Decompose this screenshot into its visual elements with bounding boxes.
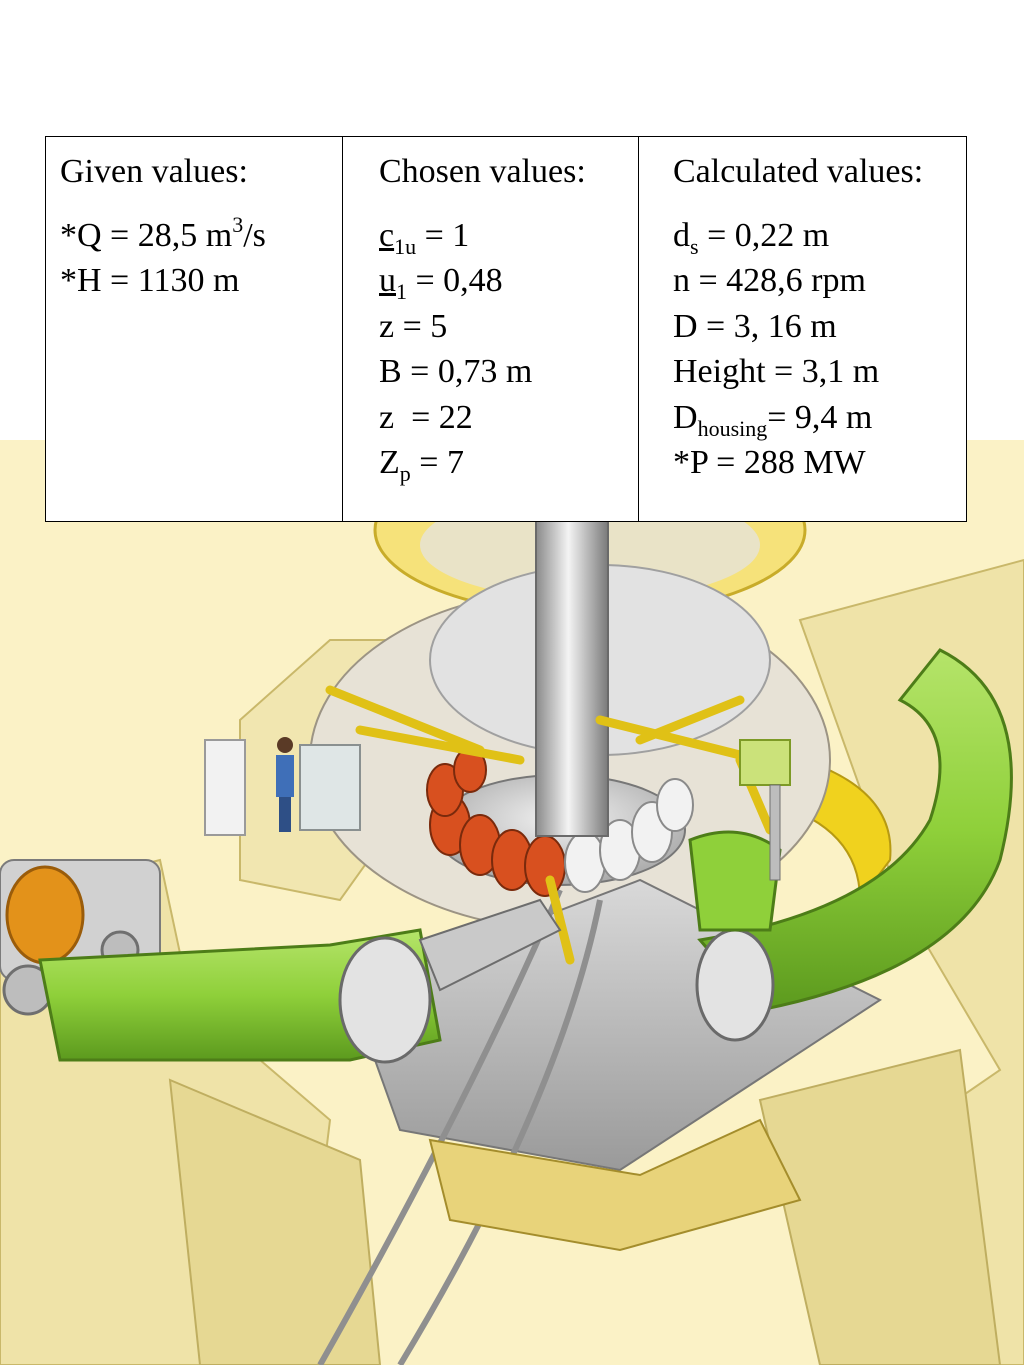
calc-d-line: D = 3, 16 m	[673, 307, 837, 345]
values-row	[46, 137, 967, 522]
calc-ds-value: = 0,22 m	[698, 216, 830, 254]
chosen-zp-symbol: Z	[379, 444, 400, 481]
chosen-u1-subscript: 1	[396, 279, 407, 304]
chosen-c1u-symbol: c	[379, 216, 395, 254]
chosen-z2-line: z = 22	[379, 398, 473, 436]
calc-n-line: n = 428,6 rpm	[673, 262, 866, 299]
chosen-b-line: B = 0,73 m	[379, 353, 533, 390]
chosen-c1u-line	[379, 213, 628, 259]
given-q-label: *Q = 28,5 m	[60, 216, 233, 254]
calc-p-line: *P = 288 MW	[673, 444, 866, 481]
pipe-right-mouth	[697, 930, 773, 1040]
chosen-values-column	[343, 137, 639, 522]
chosen-values-heading: Chosen values:	[379, 153, 586, 190]
calc-dhousing-value: = 9,4 m	[767, 398, 873, 436]
given-q-line	[60, 213, 332, 259]
calc-ds-line	[673, 213, 956, 259]
chosen-u1-symbol: u	[379, 262, 396, 299]
calc-ds-subscript: s	[690, 233, 699, 259]
chosen-zp-line	[379, 440, 628, 486]
operator-head	[277, 737, 293, 753]
calculated-values-column	[639, 137, 967, 522]
operator-body	[276, 755, 294, 797]
given-values-heading: Given values:	[60, 153, 248, 190]
pipe-right-branch	[690, 832, 780, 930]
operator-legs	[279, 797, 291, 832]
calc-height-line: Height = 3,1 m	[673, 353, 880, 390]
turbine-shaft	[536, 476, 608, 836]
injector-servo	[740, 740, 790, 785]
chosen-c1u-subscript: 1u	[394, 233, 417, 259]
control-panel	[300, 745, 360, 830]
calc-dhousing-symbol: D	[673, 398, 698, 436]
chosen-z-line: z = 5	[379, 307, 448, 345]
control-cabinet	[205, 740, 245, 835]
chosen-zp-subscript: p	[399, 461, 411, 486]
given-q-exponent: 3	[232, 211, 244, 237]
servo-rod	[770, 785, 780, 880]
values-table	[45, 136, 967, 522]
calculated-values-heading: Calculated values:	[673, 153, 924, 190]
chosen-zp-value: = 7	[410, 444, 464, 481]
pipe-left-mouth	[340, 938, 430, 1062]
valve-orange	[7, 867, 83, 963]
calc-ds-symbol: d	[673, 216, 690, 254]
chosen-u1-value: = 0,48	[407, 262, 503, 299]
chosen-c1u-value: = 1	[416, 216, 470, 254]
chosen-u1-line	[379, 258, 628, 304]
calc-dhousing-line	[673, 395, 956, 441]
calc-dhousing-subscript: housing	[697, 415, 768, 441]
given-h-line: *H = 1130 m	[60, 262, 240, 299]
given-q-unit: /s	[243, 216, 266, 254]
given-values-column	[46, 137, 343, 522]
